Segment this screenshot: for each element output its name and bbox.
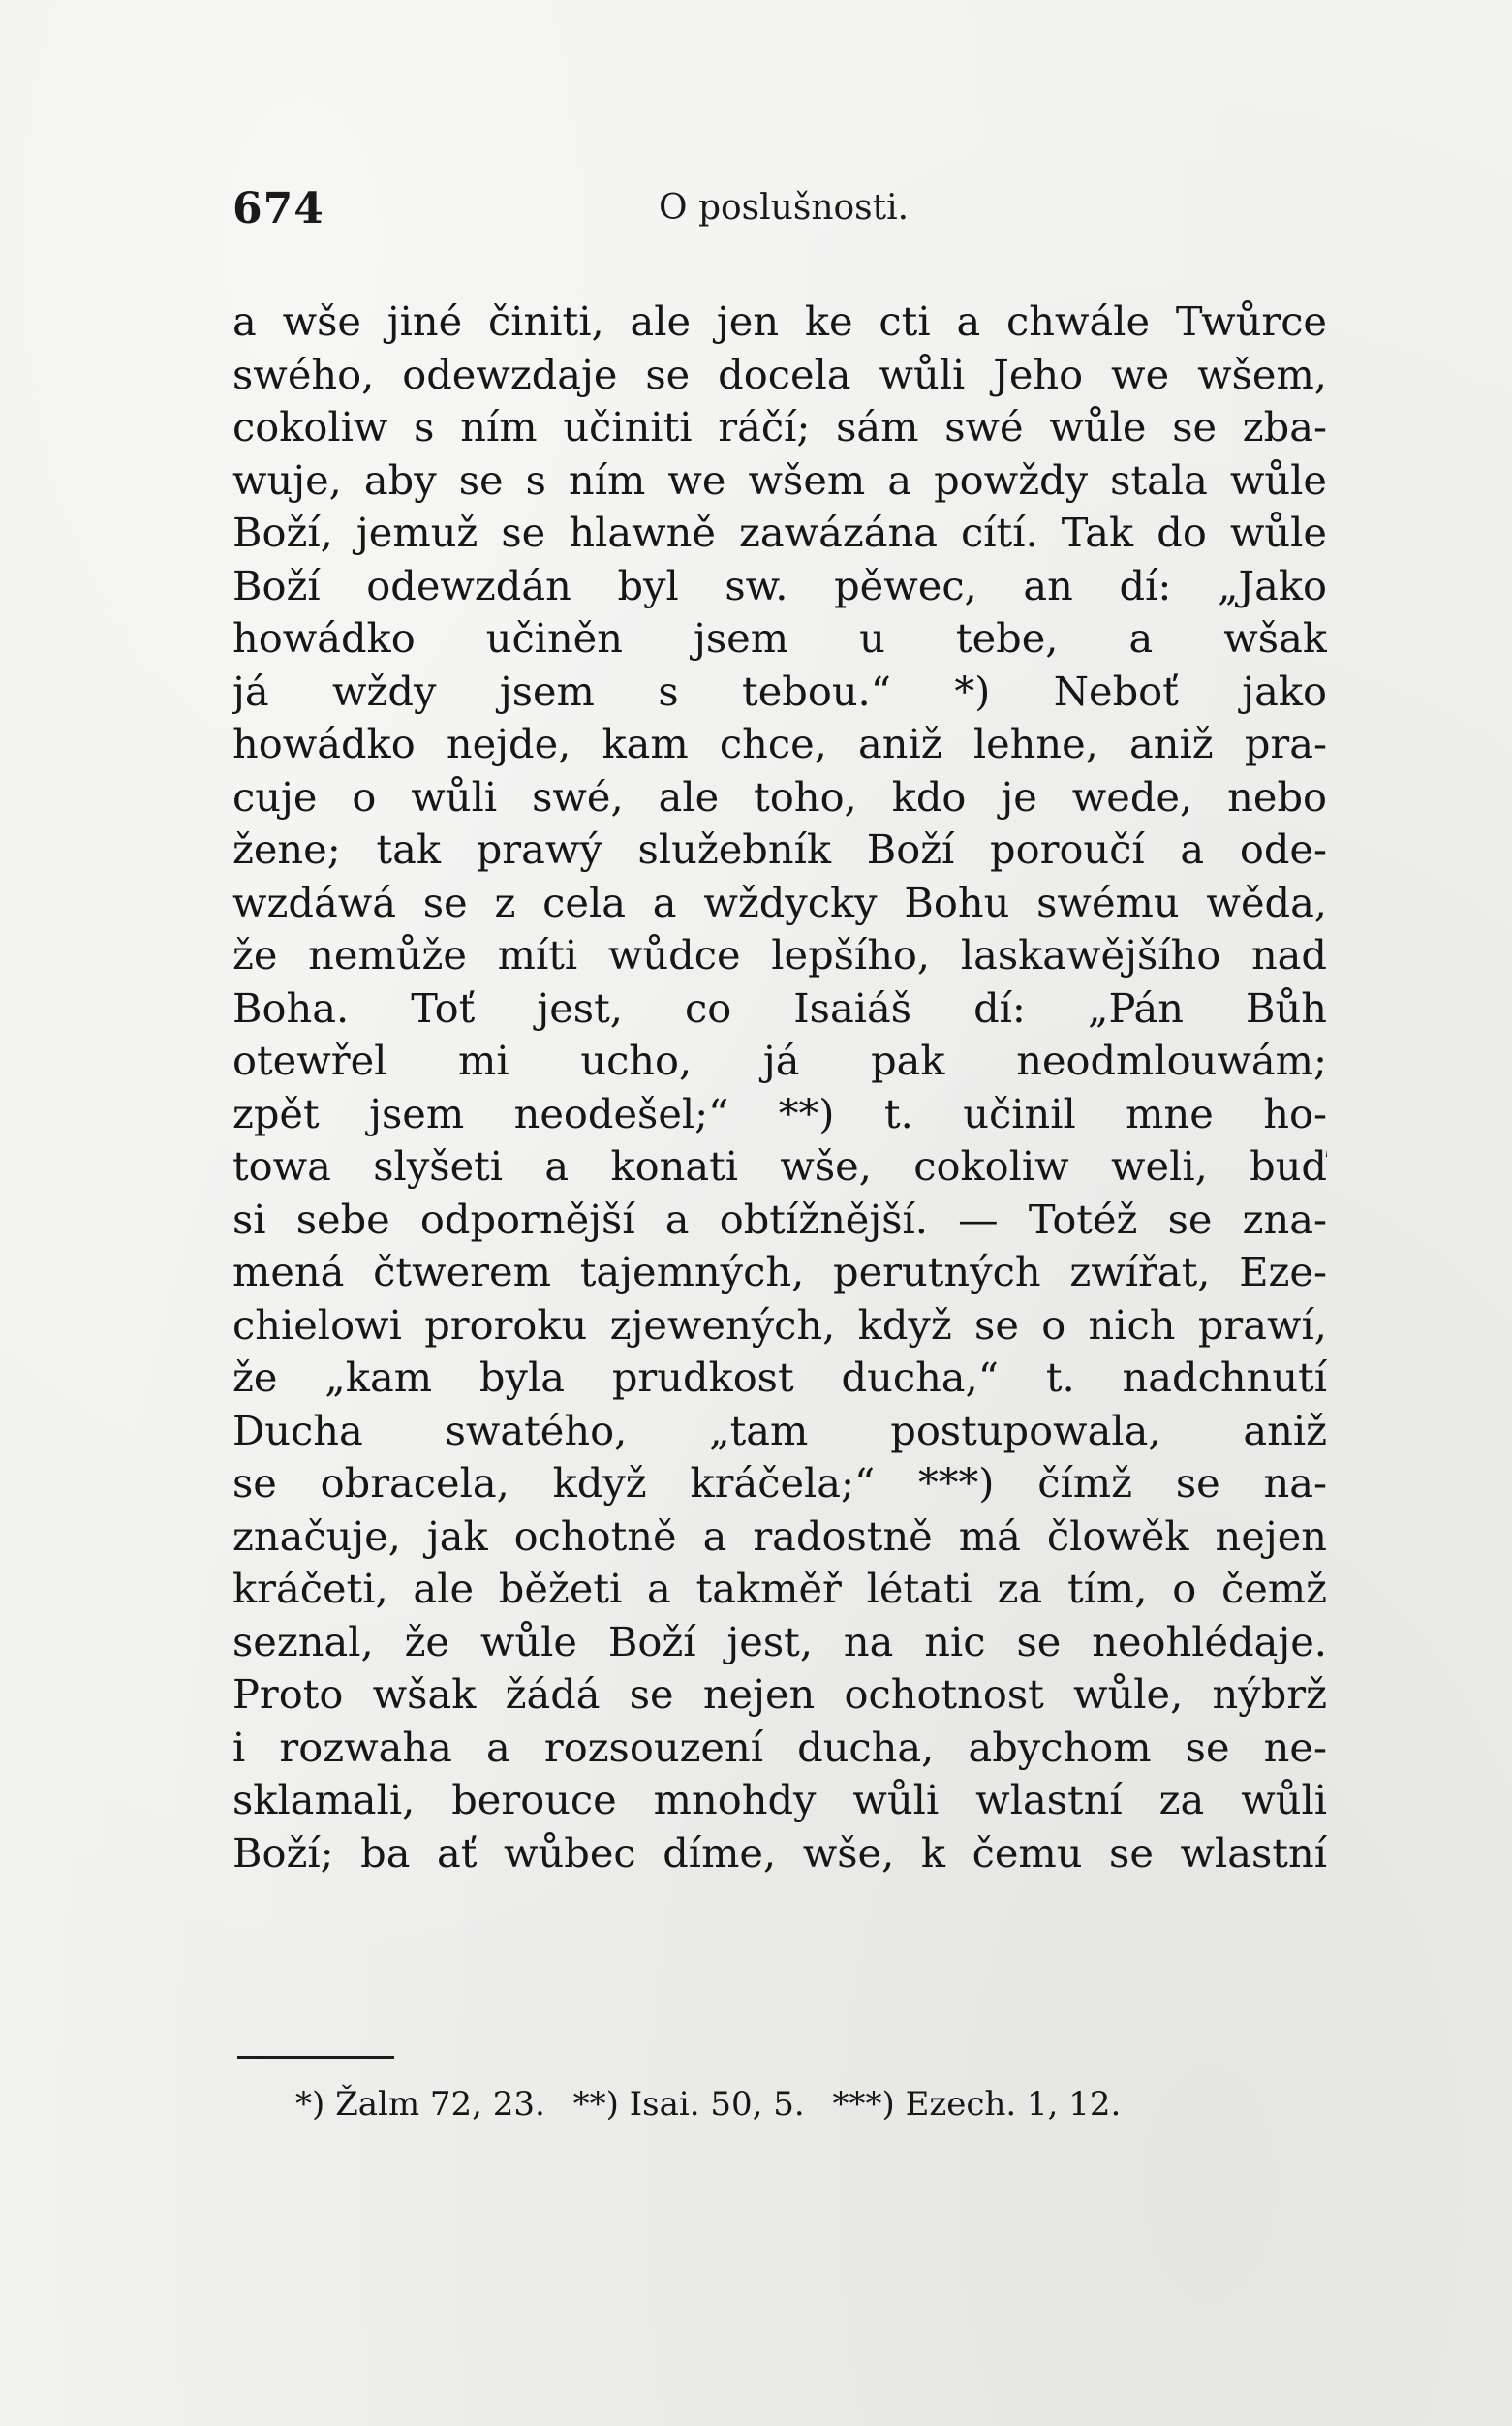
text-line: towa slyšeti a konati wše, cokoliw weli, buď — [232, 1142, 1327, 1190]
text-line: si sebe odpornější a obtížnější. — Totéž se zna- — [232, 1195, 1327, 1243]
text-line: já wždy jsem s tebou.“ *) Neboť jako — [232, 667, 1327, 715]
running-title: O poslušnosti. — [659, 188, 910, 228]
text-line: Proto wšak žádá se nejen ochotnost wůle, nýbrž — [232, 1670, 1327, 1718]
text-line: žene; tak prawý služebník Boží poroučí a ode- — [232, 825, 1327, 873]
text-line: swého, odewzdaje se docela wůli Jeho we wšem, — [232, 350, 1327, 398]
text-line: se obracela, když kráčela;“ ***) čímž se na- — [232, 1459, 1327, 1507]
text-line: Ducha swatého, „tam postupowala, aniž — [232, 1406, 1327, 1454]
text-line: seznal, že wůle Boží jest, na nic se neohlédaje. — [232, 1617, 1327, 1665]
text-line: wuje, aby se s ním we wšem a powždy stala wůle — [232, 455, 1327, 504]
text-line: zpět jsem neodešel;“ **) t. učinil mne ho- — [232, 1089, 1327, 1137]
text-line: cokoliw s ním učiniti ráčí; sám swé wůle se zba- — [232, 403, 1327, 451]
footnote: **) Isai. 50, 5. — [572, 2085, 805, 2124]
text-line: wzdáwá se z cela a wždycky Bohu swému wěda, — [232, 878, 1327, 926]
text-line: Boží odewzdán byl sw. pěwec, an dí: „Jako — [232, 561, 1327, 609]
text-line: otewřel mi ucho, já pak neodmlouwám; — [232, 1037, 1327, 1084]
footnote: *) Žalm 72, 23. — [295, 2085, 545, 2124]
text-line: Boha. Toť jest, co Isaiáš dí: „Pán Bůh — [232, 983, 1327, 1032]
footnote-divider — [237, 2056, 394, 2059]
body-text — [232, 295, 1327, 1880]
text-line: že nemůže míti wůdce lepšího, laskawějšího nad — [232, 931, 1327, 979]
text-line: chielowi proroku zjewených, když se o nich prawí, — [232, 1300, 1327, 1349]
text-line: cuje o wůli swé, ale toho, kdo je wede, nebo — [232, 772, 1327, 821]
text-line: sklamali, berouce mnohdy wůli wlastní za wůli — [232, 1776, 1327, 1823]
text-line: mená čtwerem tajemných, perutných zwířat, Eze- — [232, 1248, 1327, 1295]
text-line: a wše jiné činiti, ale jen ke cti a chwále Twůrce — [232, 297, 1327, 345]
text-line: kráčeti, ale běžeti a takměř létati za tím, o čemž — [232, 1565, 1327, 1612]
footnotes — [295, 2085, 1264, 2124]
text-line: že „kam byla prudkost ducha,“ t. nadchnutí — [232, 1353, 1327, 1401]
text-line: Boží, jemuž se hlawně zawázána cítí. Tak do wůle — [232, 509, 1327, 556]
page-number: 674 — [232, 184, 324, 233]
text-line: značuje, jak ochotně a radostně má člowěk nejen — [232, 1511, 1327, 1560]
running-head — [232, 184, 1327, 242]
text-line: i rozwaha a rozsouzení ducha, abychom se ne- — [232, 1723, 1327, 1771]
text-line: howádko učiněn jsem u tebe, a wšak — [232, 614, 1327, 662]
footnote: ***) Ezech. 1, 12. — [832, 2085, 1122, 2124]
text-line: Boží; ba ať wůbec díme, wše, k čemu se wlastní — [232, 1828, 1327, 1877]
text-line: howádko nejde, kam chce, aniž lehne, aniž pra- — [232, 720, 1327, 767]
